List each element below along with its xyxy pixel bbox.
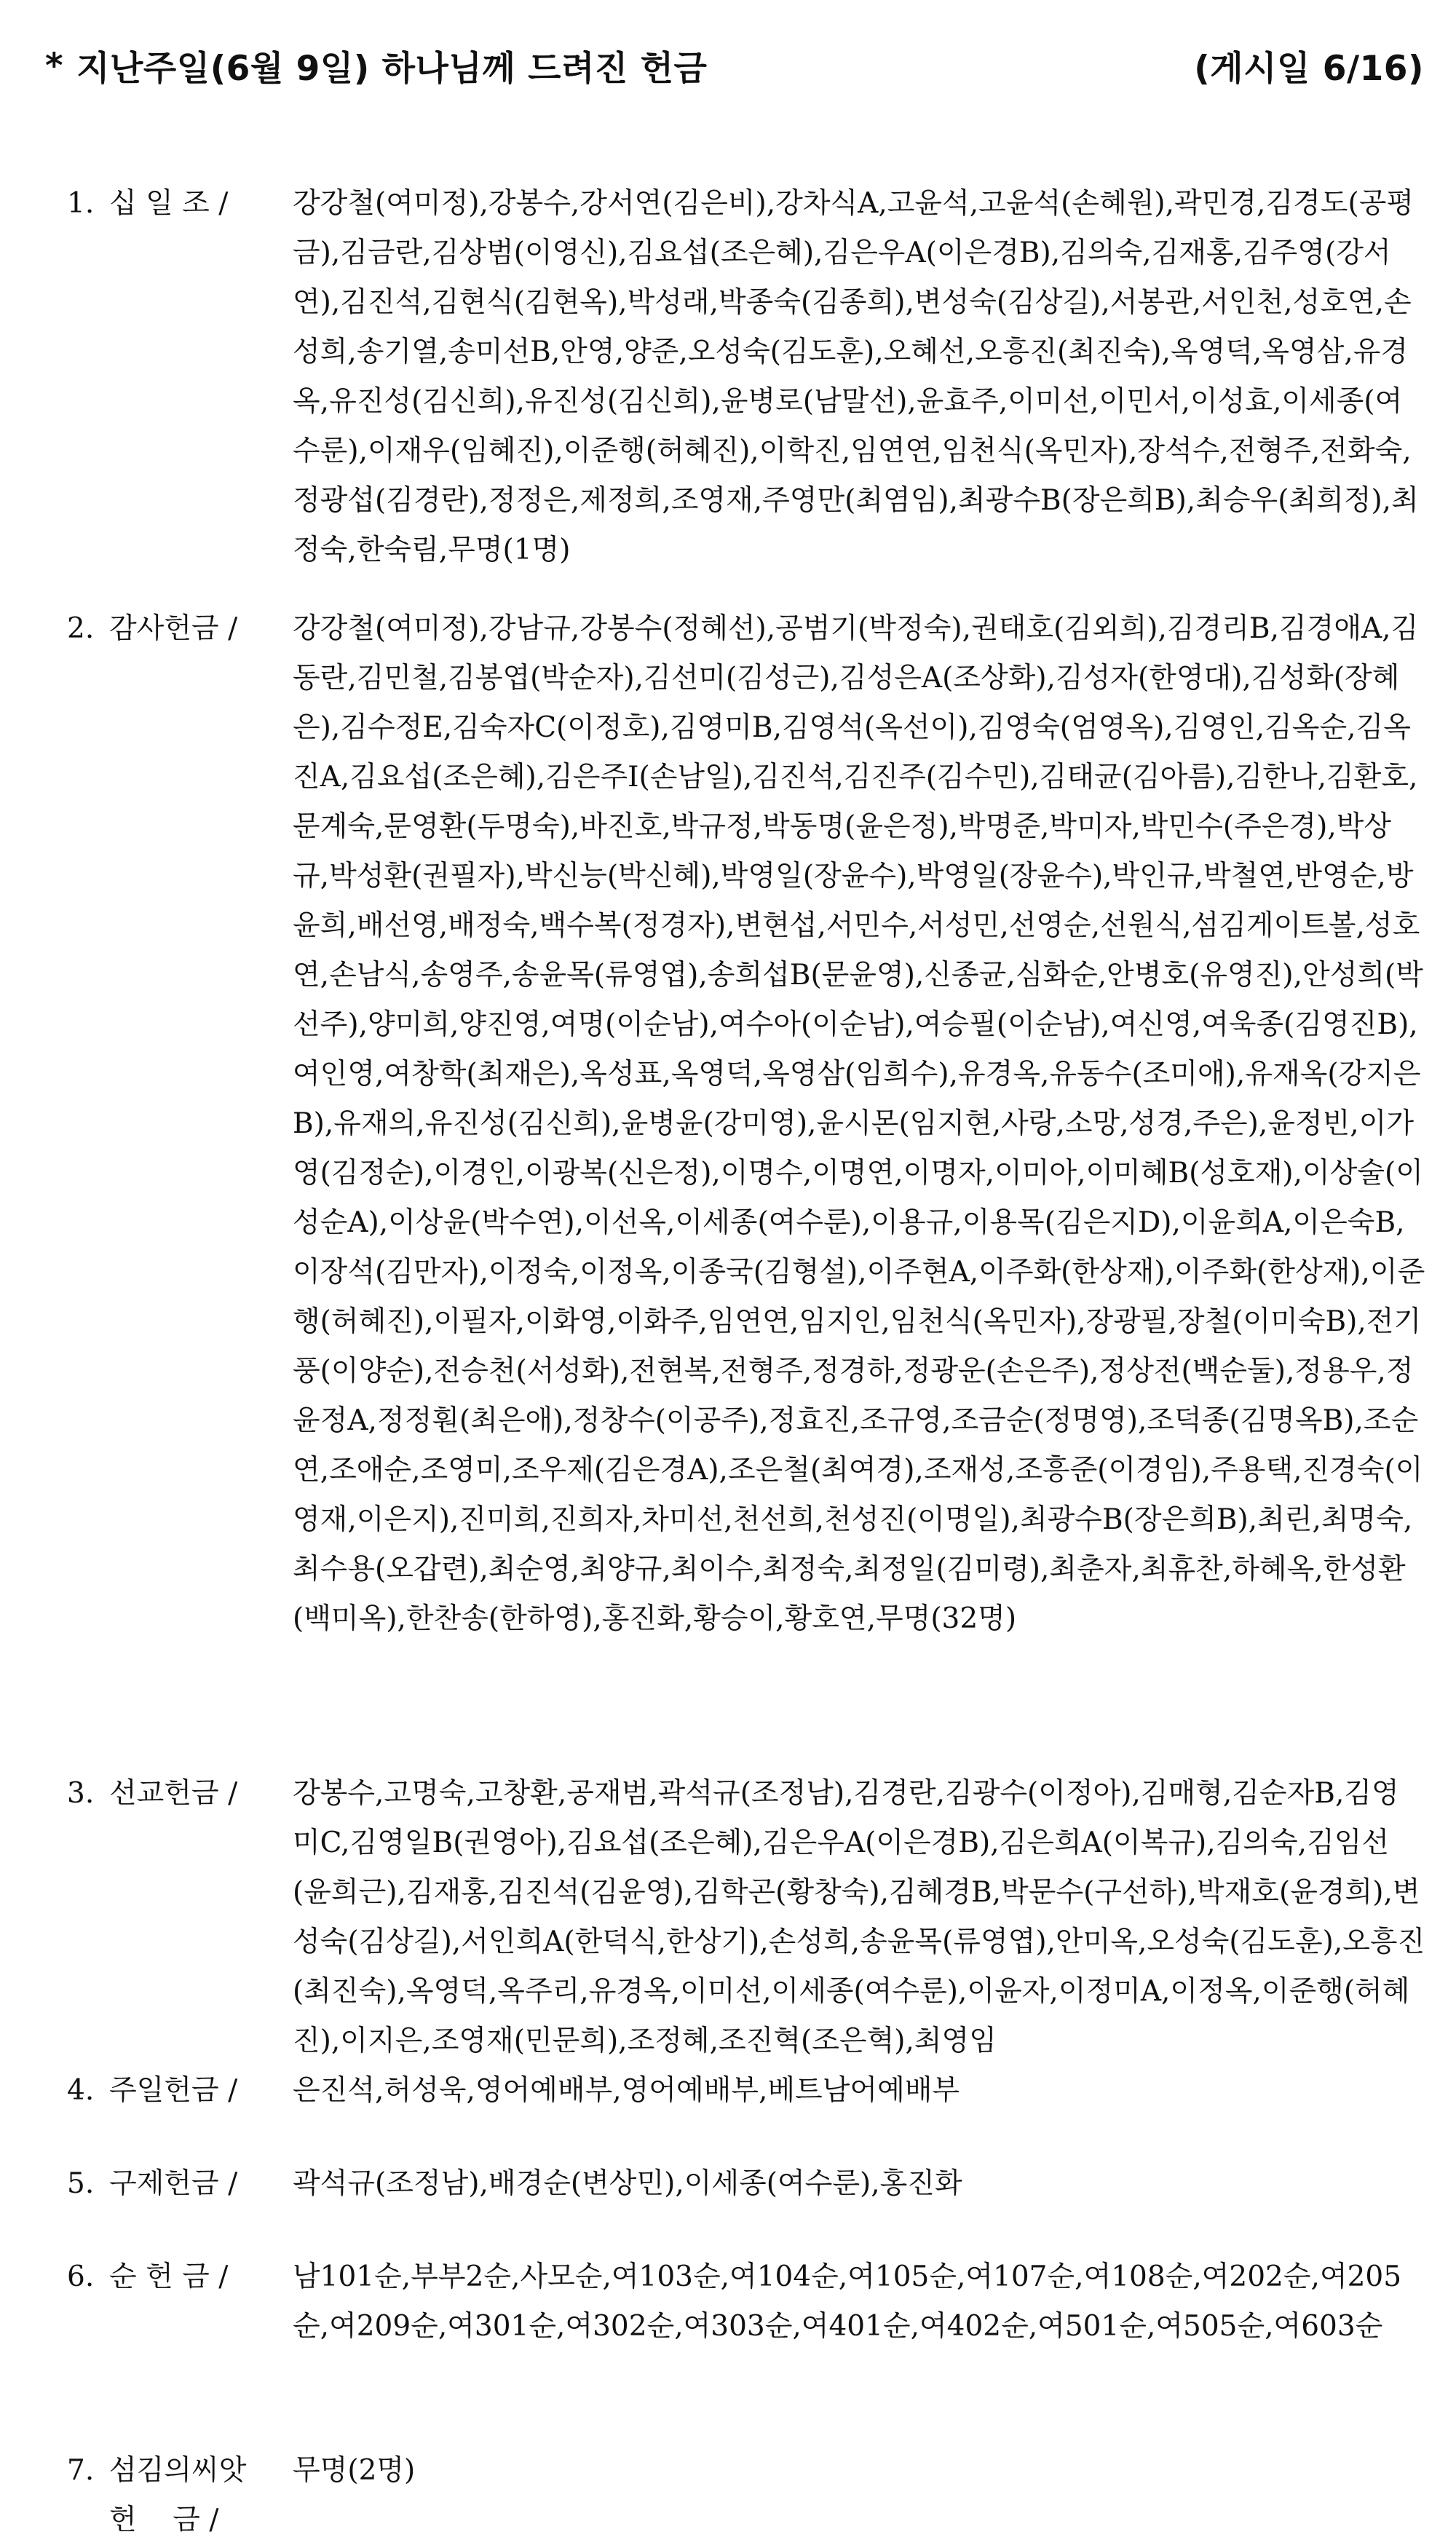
section-label [67, 2252, 293, 2351]
donor-list: 곽석규(조정남),배경순(변상민),이세종(여수룬),홍진화 [293, 2167, 962, 2200]
posted-date: (게시일 6/16) [1194, 48, 1424, 89]
donor-list: 강봉수,고명숙,고창환,공재범,곽석규(조정남),김경란,김광수(이정아),김매형,김순자B,김영미C,김영일B(권영아),김요섭(조은혜),김은우A(이은경B),김은희A(이복규),김의숙,김임선(윤희근),김재홍,김진석(김윤영),김학곤(황창숙),김혜경B,박문수(구선하),박재호(윤경희),변성숙(김상길),서인희A(한덕식,한상기),손성희,송윤목(류영엽),안미옥,오성숙(김도훈),오흥진(최진숙),옥영덕,옥주리,유경옥,이미선,이세종(여수룬),이윤자,이정미A,이정옥,이준행(허혜진),이지은,조영재(민문희),조정혜,조진혁(조은혁),최영임 [293, 1777, 1425, 2057]
section-label [67, 2446, 293, 2545]
section-thanksgiving [67, 604, 1425, 1644]
asterisk-mark: * [45, 45, 64, 86]
section-label [67, 2159, 293, 2209]
donor-list: 무명(2명) [293, 2454, 416, 2487]
section-title: 섬김의씨앗 [109, 2454, 247, 2487]
section-title-continued: 헌 금 / [109, 2504, 219, 2536]
section-title: 십 일 조 / [109, 187, 229, 220]
section-title: 주일헌금 / [109, 2074, 238, 2107]
section-cell-group [67, 2252, 1425, 2351]
section-title: 선교헌금 / [109, 1777, 238, 1810]
donor-list: 강강철(여미정),강봉수,강서연(김은비),강차식A,고윤석,고윤석(손혜원),곽민경,김경도(공평금),김금란,김상범(이영신),김요섭(조은혜),김은우A(이은경B),김의숙,김재홍,김주영(강서연),김진석,김현식(김현옥),박성래,박종숙(김종희),변성숙(김상길),서봉관,서인천,성호연,손성희,송기열,송미선B,안영,양준,오성숙(김도훈),오혜선,오흥진(최진숙),옥영덕,옥영삼,유경옥,유진성(김신희),유진성(김신희),윤병로(남말선),윤효주,이미선,이민서,이성효,이세종(여수룬),이재우(임혜진),이준행(허혜진),이학진,임연연,임천식(옥민자),장석수,전형주,전화숙,정광섭(김경란),정정은,제정희,조영재,주영만(최염임),최광수B(장은희B),최승우(최희정),최정숙,한숙림,무명(1명) [293, 187, 1419, 566]
section-relief [67, 2159, 1425, 2209]
page-title: 지난주일(6월 9일) 하나님께 드려진 헌금 [76, 48, 708, 89]
donor-list: 은진석,허성욱,영어예배부,영어예배부,베트남어예배부 [293, 2074, 960, 2107]
section-seed-of-service [67, 2446, 1425, 2545]
notice-header [45, 36, 1424, 95]
section-title: 감사헌금 / [109, 612, 238, 645]
section-number: 1. [67, 187, 95, 220]
section-number: 6. [67, 2260, 95, 2293]
section-number: 4. [67, 2074, 95, 2107]
section-label [67, 2066, 293, 2116]
donor-list: 강강철(여미정),강남규,강봉수(정혜선),공범기(박정숙),권태호(김외희),김경리B,김경애A,김동란,김민철,김봉엽(박순자),김선미(김성근),김성은A(조상화),김성자(한영대),김성화(장혜은),김수정E,김숙자C(이정호),김영미B,김영석(옥선이),김영숙(엄영옥),김영인,김옥순,김옥진A,김요섭(조은혜),김은주I(손남일),김진석,김진주(김수민),김태균(김아름),김한나,김환호,문계숙,문영환(두명숙),바진호,박규정,박동명(윤은정),박명준,박미자,박민수(주은경),박상규,박성환(권필자),박신능(박신혜),박영일(장윤수),박영일(장윤수),박인규,박철연,반영순,방윤희,배선영,배정숙,백수복(정경자),변현섭,서민수,서성민,선영순,선원식,섬김게이트볼,성호연,손남식,송영주,송윤목(류영엽),송희섭B(문윤영),신종균,심화순,안병호(유영진),안성희(박선주),양미희,양진영,여명(이순남),여수아(이순남),여승필(이순남),여신영,여욱종(김영진B),여인영,여창학(최재은),옥성표,옥영덕,옥영삼(임희수),유경옥,유동수(조미애),유재옥(강지은B),유재의,유진성(김신희),윤병윤(강미영),윤시몬(임지현,사랑,소망,성경,주은),윤정빈,이가영(김정순),이경인,이광복(신은정),이명수,이명연,이명자,이미아,이미혜B(성호재),이상술(이성순A),이상윤(박수연),이선옥,이세종(여수룬),이용규,이용목(김은지D),이윤희A,이은숙B,이장석(김만자),이정숙,이정옥,이종국(김형설),이주현A,이주화(한상재),이주화(한상재),이준행(허혜진),이필자,이화영,이화주,임연연,임지인,임천식(옥민자),장광필,장철(이미숙B),전기풍(이양순),전승천(서성화),전현복,전형주,정경하,정광운(손은주),정상전(백순둘),정용우,정윤정A,정정훤(최은애),정창수(이공주),정효진,조규영,조금순(정명영),조덕종(김명옥B),조순연,조애순,조영미,조우제(김은경A),조은철(최여경),조재성,조흥준(이경임),주용택,진경숙(이영재,이은지),진미희,진희자,차미선,천선희,천성진(이명일),최광수B(장은희B),최린,최명숙,최수용(오갑련),최순영,최양규,최이수,최정숙,최정일(김미령),최춘자,최휴찬,하혜옥,한성환(백미옥),한찬송(한하영),홍진화,황승이,황호연,무명(32명) [293, 612, 1425, 1635]
section-label [67, 1769, 293, 2066]
title-wrap [45, 41, 707, 90]
section-number: 2. [67, 612, 95, 645]
section-number: 7. [67, 2454, 95, 2487]
section-tithe [67, 179, 1425, 575]
section-label [67, 604, 293, 1644]
donor-list: 남101순,부부2순,사모순,여103순,여104순,여105순,여107순,여108순,여202순,여205순,여209순,여301순,여302순,여303순,여401순,여402순,여501순,여505순,여603순 [293, 2260, 1402, 2343]
section-label [67, 179, 293, 575]
section-sunday [67, 2066, 1425, 2116]
section-title: 구제헌금 / [109, 2167, 238, 2200]
section-missions [67, 1769, 1425, 2066]
section-number: 5. [67, 2167, 95, 2200]
section-number: 3. [67, 1777, 95, 1810]
section-title: 순 헌 금 / [109, 2260, 229, 2293]
